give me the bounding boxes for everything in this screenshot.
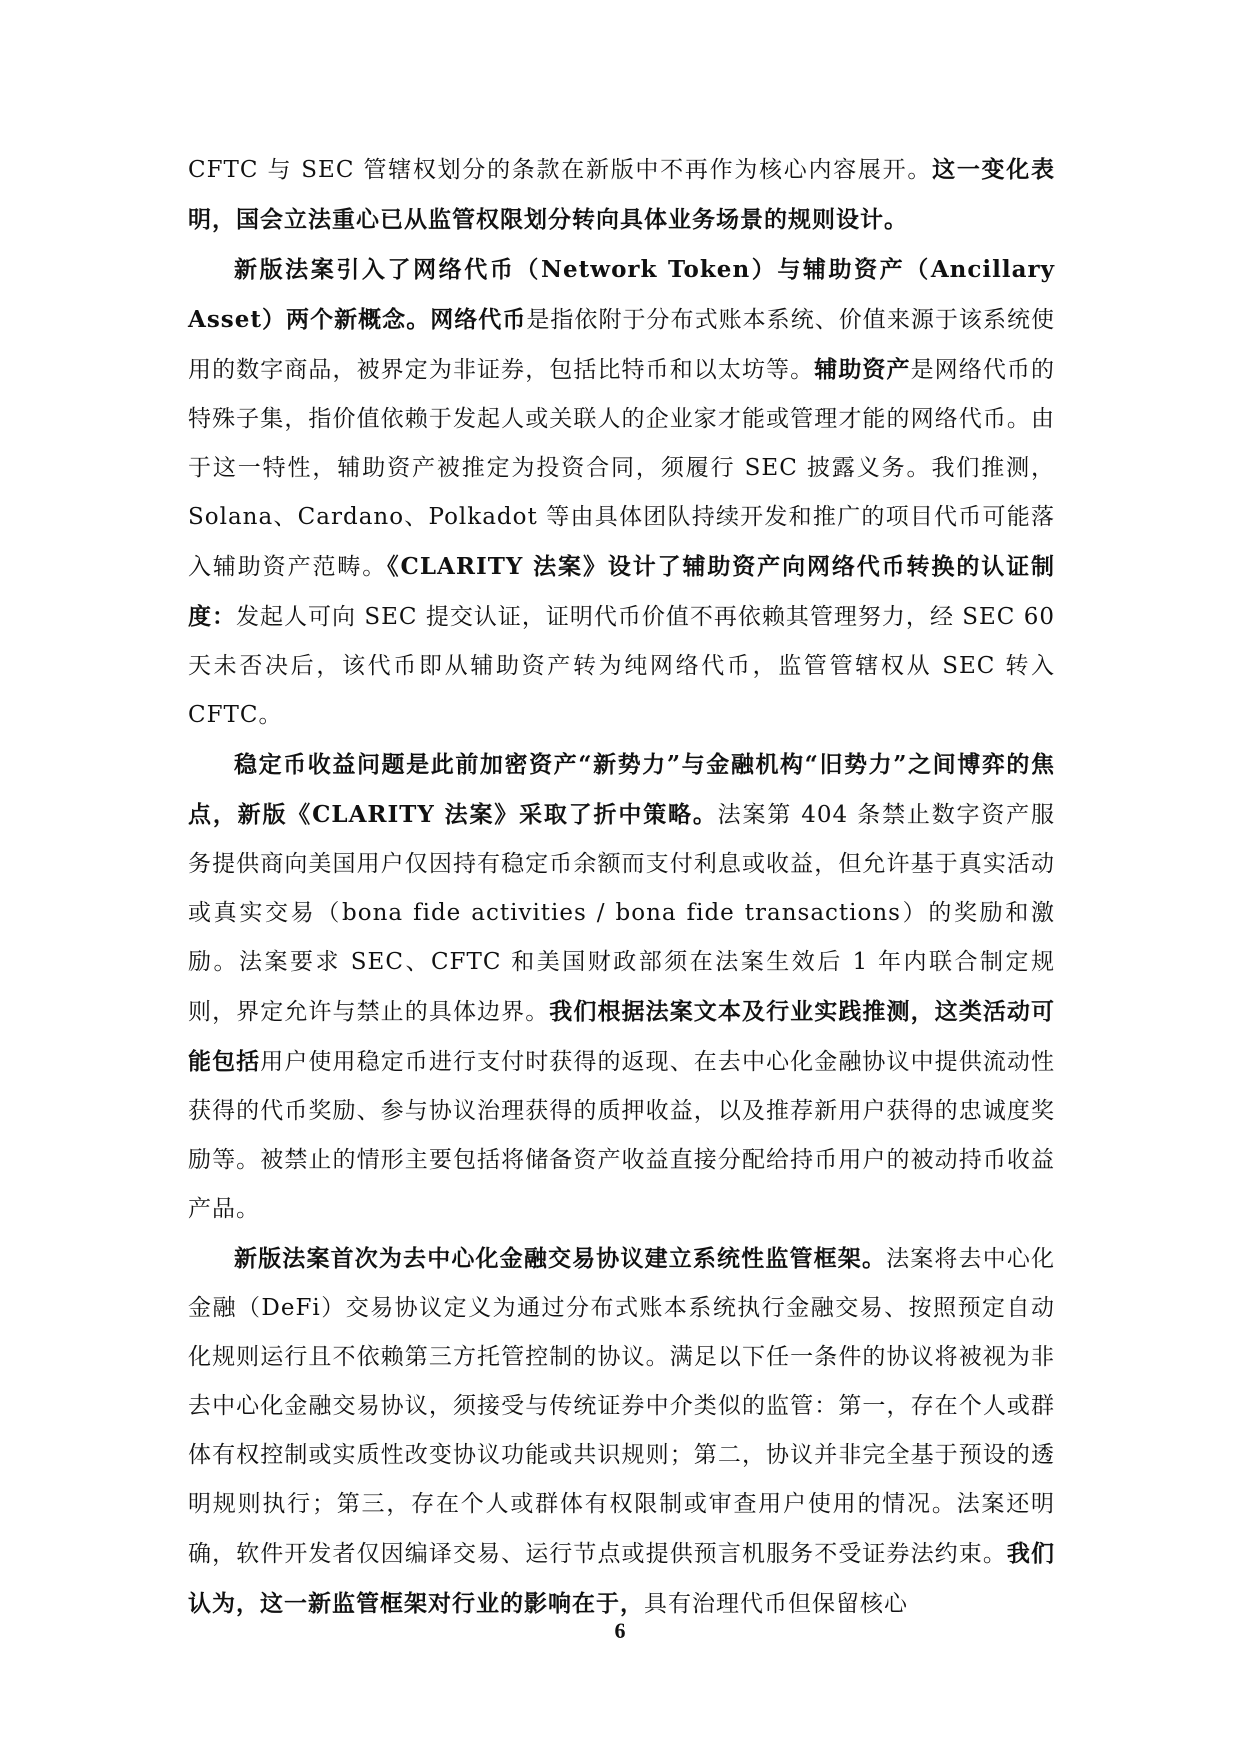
- paragraph-1-run-2: 这一变化表明，国会立法重心已从监管权限划分转向具体业务场景的规则设计。: [188, 156, 1056, 233]
- paragraph-2-run-3: 是指依附于分布式账本系统、价值来源于该系统使用的数字商品，被界定为非证券，包括比特币和以太坊等。: [188, 307, 1056, 383]
- paragraph-2-run-6: 《CLARITY 法案》设计了辅助资产向网络代币转换的认证制度：: [188, 553, 1055, 630]
- paragraph-4-run-2: 法案将去中心化金融（DeFi）交易协议定义为通过分布式账本系统执行金融交易、按照预定自动化规则运行且不依赖第三方托管控制的协议。满足以下任一条件的协议将被视为非去中心化金融交易协议，须接受与传统证券中介类似的监管：第一，存在个人或群体有权控制或实质性改变协议功能或共识规则；第二，协议并非完全基于预设的透明规则执行；第三，存在个人或群体有权限制或审查用户使用的情况。法案还明确，软件开发者仅因编译交易、运行节点或提供预言机服务不受证券法约束。: [188, 1246, 1056, 1567]
- paragraph-3-run-2: 法案第 404 条禁止数字资产服务提供商向美国用户仅因持有稳定币余额而支付利息或收益，但允许基于真实活动或真实交易（bona fide activities / bona fide transactions）的奖励和激励。法案要求 SEC、CFTC 和美国财政部须在法案生效后 1 年内联合制定规则，界定允许与禁止的具体边界。: [188, 802, 1055, 1025]
- paragraph-2: [188, 245, 1055, 740]
- paragraph-3-run-3: 我们根据法案文本及行业实践推测，这类活动可能包括: [188, 998, 1056, 1075]
- paragraph-4: [188, 1234, 1055, 1629]
- page-number: 6: [614, 1618, 626, 1643]
- paragraph-3-run-4: 用户使用稳定币进行支付时获得的返现、在去中心化金融协议中提供流动性获得的代币奖励、参与协议治理获得的质押收益，以及推荐新用户获得的忠诚度奖励等。被禁止的情形主要包括将储备资产收益直接分配给持币用户的被动持币收益产品。: [188, 1049, 1056, 1222]
- paragraph-4-run-3: 我们认为，这一新监管框架对行业的影响在于，: [188, 1540, 1056, 1617]
- paragraph-2-run-2: 网络代币: [430, 306, 527, 333]
- document-body: [188, 145, 1055, 1629]
- paragraph-4-run-1: 新版法案首次为去中心化金融交易协议建立系统性监管框架。: [234, 1245, 887, 1272]
- paragraph-1: [188, 145, 1055, 245]
- paragraph-2-run-5: 是网络代币的特殊子集，指价值依赖于发起人或关联人的企业家才能或管理才能的网络代币。由于这一特性，辅助资产被推定为投资合同，须履行 SEC 披露义务。我们推测，Solana、Cardano、Polkadot 等由具体团队持续开发和推广的项目代币可能落入辅助资产范畴。: [188, 357, 1056, 580]
- paragraph-2-run-1: 新版法案引入了网络代币（Network Token）与辅助资产（Ancillary Asset）两个新概念。: [188, 256, 1055, 333]
- paragraph-3: [188, 740, 1055, 1234]
- paragraph-2-run-7: 发起人可向 SEC 提交认证，证明代币价值不再依赖其管理努力，经 SEC 60 天未否决后，该代币即从辅助资产转为纯网络代币，监管管辖权从 SEC 转入 CFTC。: [188, 604, 1055, 728]
- paragraph-3-run-1: 稳定币收益问题是此前加密资产“新势力”与金融机构“旧势力”之间博弈的焦点，新版《CLARITY 法案》采取了折中策略。: [188, 751, 1055, 828]
- paragraph-4-run-4: 具有治理代币但保留核心: [644, 1591, 908, 1617]
- paragraph-1-run-1: CFTC 与 SEC 管辖权划分的条款在新版中不再作为核心内容展开。: [188, 157, 933, 183]
- paragraph-2-run-4: 辅助资产: [814, 356, 911, 383]
